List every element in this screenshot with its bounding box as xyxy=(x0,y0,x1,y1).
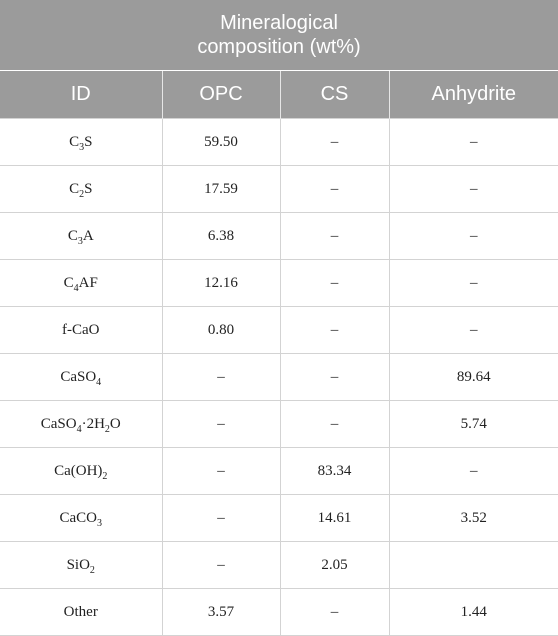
row-id-subscript: 2 xyxy=(102,470,108,482)
table-row xyxy=(0,119,558,166)
row-id-text: ·2H xyxy=(81,415,105,432)
cell-opc: 59.50 xyxy=(162,119,280,166)
cell-cs: – xyxy=(280,354,389,401)
cell-anhydrite: – xyxy=(389,166,558,213)
row-id-text: S xyxy=(84,180,93,197)
cell-anhydrite: – xyxy=(389,213,558,260)
cell-opc: – xyxy=(162,401,280,448)
column-header-cs: CS xyxy=(280,71,389,119)
column-header-id: ID xyxy=(0,71,162,119)
table-title xyxy=(0,0,558,71)
table-row xyxy=(0,354,558,401)
header-row xyxy=(0,71,558,119)
row-id-cell xyxy=(0,260,162,307)
row-id-cell xyxy=(0,307,162,354)
table-row xyxy=(0,260,558,307)
cell-cs: – xyxy=(280,213,389,260)
row-id-cell xyxy=(0,354,162,401)
row-id-subscript: 4 xyxy=(96,376,102,388)
row-id-text: Other xyxy=(63,603,98,620)
table-row xyxy=(0,448,558,495)
row-id-subscript: 2 xyxy=(104,423,110,435)
cell-cs: – xyxy=(280,260,389,307)
table-row xyxy=(0,401,558,448)
row-id-cell xyxy=(0,448,162,495)
cell-cs: 83.34 xyxy=(280,448,389,495)
row-id-subscript: 3 xyxy=(79,141,85,153)
column-header-anhydrite: Anhydrite xyxy=(389,71,558,119)
row-id-text: Ca(OH) xyxy=(54,462,103,479)
row-id-text: CaSO xyxy=(40,415,77,432)
row-id-cell xyxy=(0,542,162,589)
table-row xyxy=(0,307,558,354)
table-row xyxy=(0,495,558,542)
cell-anhydrite: – xyxy=(389,448,558,495)
cell-anhydrite: 89.64 xyxy=(389,354,558,401)
title-row xyxy=(0,0,558,71)
cell-opc: 17.59 xyxy=(162,166,280,213)
cell-anhydrite: – xyxy=(389,119,558,166)
cell-cs: 2.05 xyxy=(280,542,389,589)
row-id-cell xyxy=(0,166,162,213)
cell-opc: – xyxy=(162,448,280,495)
column-header-opc: OPC xyxy=(162,71,280,119)
row-id-text: C xyxy=(67,227,78,244)
table-row xyxy=(0,542,558,589)
row-id-cell xyxy=(0,401,162,448)
row-id-cell xyxy=(0,213,162,260)
cell-cs: – xyxy=(280,589,389,636)
row-id-subscript: 3 xyxy=(77,235,83,247)
cell-opc: – xyxy=(162,542,280,589)
cell-anhydrite xyxy=(389,542,558,589)
table-body xyxy=(0,119,558,636)
row-id-cell xyxy=(0,589,162,636)
table-row xyxy=(0,166,558,213)
row-id-subscript: 3 xyxy=(97,517,102,529)
row-id-text: SiO xyxy=(66,556,90,573)
cell-anhydrite: – xyxy=(389,260,558,307)
cell-opc: 6.38 xyxy=(162,213,280,260)
table-row xyxy=(0,213,558,260)
cell-opc: 12.16 xyxy=(162,260,280,307)
row-id-cell xyxy=(0,119,162,166)
cell-anhydrite: 1.44 xyxy=(389,589,558,636)
row-id-text: CaCO xyxy=(59,509,97,526)
cell-cs: – xyxy=(280,166,389,213)
row-id-subscript: 2 xyxy=(79,188,85,200)
row-id-text: C xyxy=(69,133,80,150)
cell-anhydrite: 3.52 xyxy=(389,495,558,542)
row-id-text: C xyxy=(63,274,74,291)
row-id-text: CaSO xyxy=(60,368,97,385)
row-id-text: A xyxy=(82,227,94,244)
cell-cs: – xyxy=(280,307,389,354)
cell-cs: – xyxy=(280,401,389,448)
row-id-text: C xyxy=(69,180,80,197)
cell-cs: 14.61 xyxy=(280,495,389,542)
row-id-subscript: 2 xyxy=(89,564,95,576)
cell-opc: 0.80 xyxy=(162,307,280,354)
cell-opc: – xyxy=(162,354,280,401)
row-id-text: AF xyxy=(78,274,98,291)
row-id-subscript: 4 xyxy=(73,282,79,294)
cell-opc: – xyxy=(162,495,280,542)
row-id-cell xyxy=(0,495,162,542)
cell-anhydrite: – xyxy=(389,307,558,354)
cell-cs: – xyxy=(280,119,389,166)
cell-opc: 3.57 xyxy=(162,589,280,636)
row-id-text: S xyxy=(84,133,93,150)
row-id-text: O xyxy=(109,415,121,432)
cell-anhydrite: 5.74 xyxy=(389,401,558,448)
row-id-text: f-CaO xyxy=(62,321,100,338)
table-title-text: Mineralogical composition (wt%) xyxy=(197,12,361,58)
row-id-subscript: 4 xyxy=(76,423,82,435)
table-row xyxy=(0,589,558,636)
